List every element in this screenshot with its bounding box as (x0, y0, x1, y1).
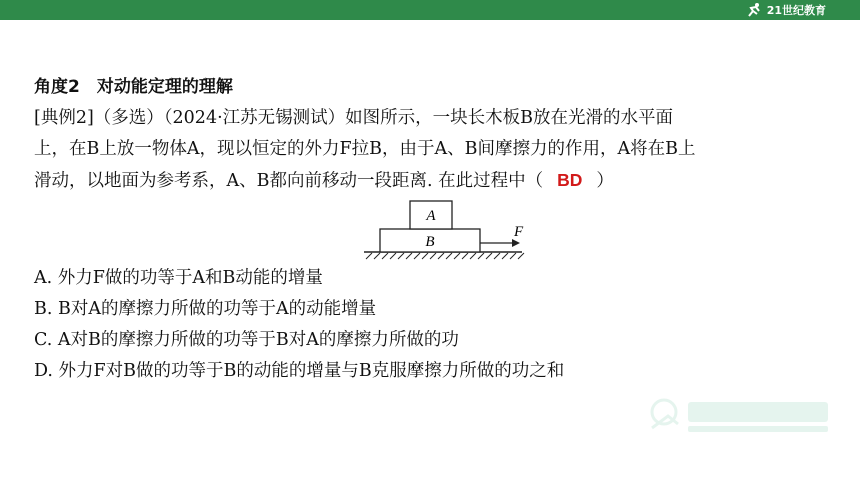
label-a: A (426, 208, 436, 224)
section-heading: 角度2 对动能定理的理解 (34, 77, 233, 97)
logo-text: 21世纪教育 (766, 4, 826, 17)
question-line-1: [典例2]（多选）（2024·江苏无锡测试）如图所示，一块长木板B放在光滑的水平面 (34, 108, 673, 128)
answer-text: BD (557, 170, 583, 190)
content (34, 72, 834, 387)
option-b: B. B对A的摩擦力所做的功等于A的动能增量 (34, 299, 377, 319)
option-c: C. A对B的摩擦力所做的功等于B对A的摩擦力所做的功 (34, 330, 459, 350)
option-d: D. 外力F对B做的功等于B的动能的增量与B克服摩擦力所做的功之和 (34, 361, 565, 381)
question-line-3 (34, 165, 834, 197)
physics-figure (34, 197, 834, 263)
top-bar (0, 0, 860, 20)
label-b: B (425, 234, 435, 250)
question-line-3-text: 滑动，以地面为参考系，A、B都向前移动一段距离. 在此过程中（ (34, 171, 544, 191)
watermark-logo (638, 394, 838, 438)
brand-logo (745, 1, 826, 19)
question-line-2: 上，在B上放一物体A，现以恒定的外力F拉B，由于A、B间摩擦力的作用，A将在B上 (34, 139, 696, 159)
option-a: A. 外力F做的功等于A和B动能的增量 (34, 268, 323, 288)
label-f: F (514, 224, 524, 240)
close-paren: ） (596, 171, 614, 191)
block-diagram (34, 197, 834, 263)
runner-icon (745, 2, 763, 18)
